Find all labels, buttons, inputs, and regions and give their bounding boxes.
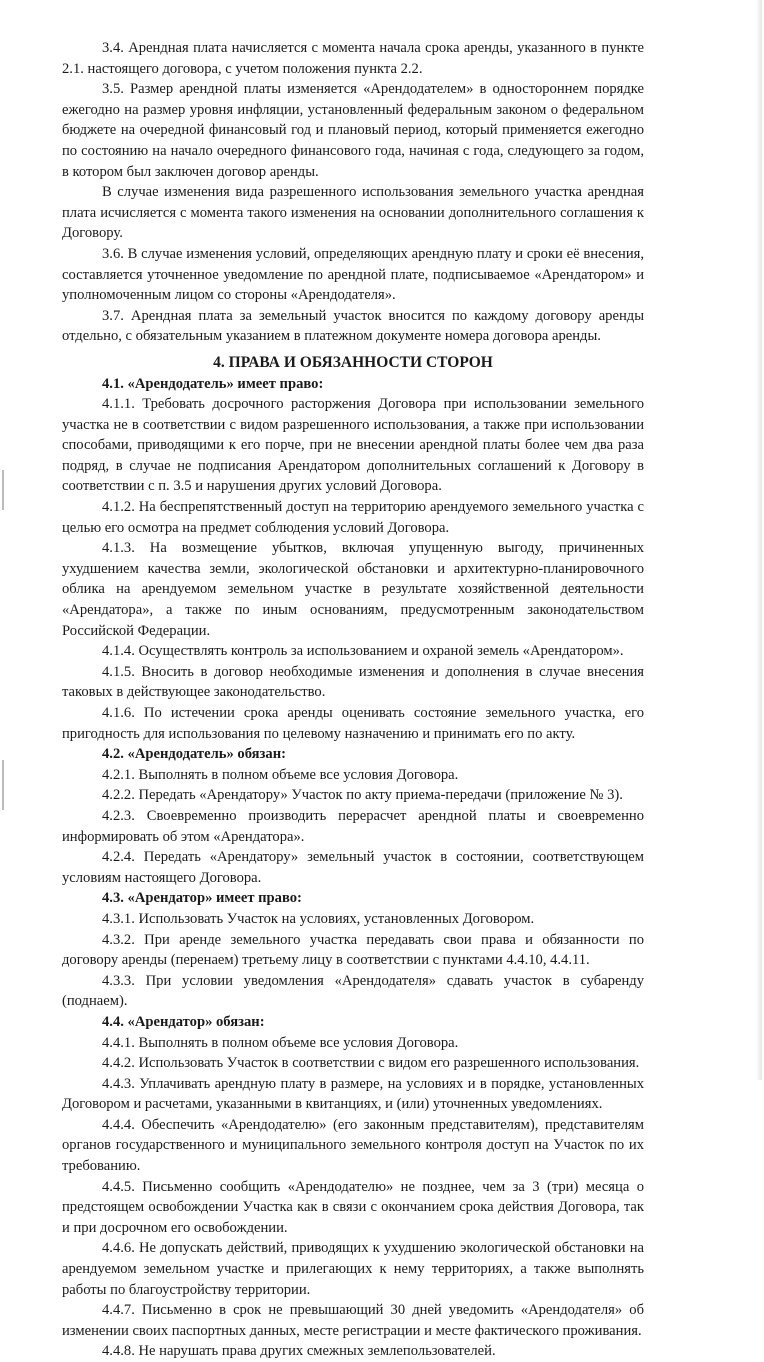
paragraph: 4.4.7. Письменно в срок не превышающий 30 дней уведомить «Арендодателя» об изменении своих паспортных данных, месте регистрации и месте фактического проживания.: [62, 1302, 644, 1339]
section-heading: 4. ПРАВА И ОБЯЗАННОСТИ СТОРОН: [213, 353, 493, 371]
subsection-heading: 4.3. «Арендатор» имеет право:: [102, 890, 302, 907]
paragraph: 4.1.3. На возмещение убытков, включая упущенную выгоду, причиненных ухудшением качества земли, экологической обстановки и архитектурно-планировочного облика на арендуемом земельном участке в результате хозяйственной деятельности «Арендатора», а также по иным основаниям, предусмотренным законодательством Российской Федерации.: [62, 540, 644, 639]
subsection-heading: 4.2. «Арендодатель» обязан:: [102, 746, 286, 763]
paragraph: 4.2.1. Выполнять в полном объеме все условия Договора.: [102, 766, 459, 783]
paragraph: 4.4.2. Использовать Участок в соответствии с видом его разрешенного использования.: [102, 1055, 640, 1072]
subsection-heading: 4.1. «Арендодатель» имеет право:: [102, 375, 324, 392]
scan-edge: [756, 0, 762, 1080]
paragraph: 4.1.6. По истечении срока аренды оценивать состояние земельного участка, его пригодность для использования по целевому назначению и принимать его по акту.: [62, 705, 644, 742]
paragraph: 4.3.3. При условии уведомления «Арендодателя» сдавать участок в субаренду (поднаем).: [62, 972, 644, 1010]
paragraph: 4.1.4. Осуществлять контроль за использованием и охраной земель «Арендатором».: [102, 643, 624, 660]
paragraph: 4.2.2. Передать «Арендатору» Участок по акту приема-передачи (приложение № 3).: [102, 787, 623, 804]
paragraph: 4.1.1. Требовать досрочного расторжения Договора при использовании земельного участка не в соответствии с видом разрешенного использования, а также при использовании способами, приводящими к его порче, при не внесении арендной платы более чем два раза подряд, в случае не подписания Арендатором дополнительных соглашений к Договору в соответствии с п. 3.5 и нарушения других условий Договора.: [62, 396, 644, 495]
paragraph: 3.7. Арендная плата за земельный участок вносится по каждому договору аренды отдельно, с обязательным указанием в платежном документе номера договора аренды.: [62, 307, 644, 345]
paragraph: 4.2.4. Передать «Арендатору» земельный участок в состоянии, соответствующем условиям настоящего Договора.: [62, 849, 644, 886]
paragraph: 4.2.3. Своевременно производить перерасчет арендной платы и своевременно информировать об этом «Арендатора».: [62, 807, 644, 845]
paragraph: 4.4.5. Письменно сообщить «Арендодателю» не позднее, чем за 3 (три) месяца о предстоящем освобождении Участка как в связи с окончанием срока действия Договора, так и при досрочном его освобождении.: [62, 1178, 644, 1236]
paragraph: 4.1.2. На беспрепятственный доступ на территорию арендуемого земельного участка с целью его осмотра на предмет соблюдения условий Договора.: [62, 499, 644, 536]
paragraph: 4.3.1. Использовать Участок на условиях, установленных Договором.: [102, 910, 535, 927]
paragraph: 4.4.1. Выполнять в полном объеме все условия Договора.: [102, 1034, 459, 1051]
scan-artifact: [2, 470, 4, 510]
paragraph: 3.4. Арендная плата начисляется с момента начала срока аренды, указанного в пункте 2.1. настоящего договора, с учетом положения пункта 2.2.: [62, 40, 644, 77]
paragraph: В случае изменения вида разрешенного использования земельного участка арендная плата исчисляется с момента такого изменения на основании дополнительного соглашения к Договору.: [62, 184, 644, 242]
paragraph: 4.4.8. Не нарушать права других смежных землепользователей.: [102, 1343, 496, 1360]
document-page: [62, 38, 644, 1362]
paragraph: 4.3.2. При аренде земельного участка передавать свои права и обязанности по договору аренды (перенаем) третьему лицу в соответствии с пунктами 4.4.10, 4.4.11.: [62, 931, 644, 969]
paragraph: 4.4.6. Не допускать действий, приводящих к ухудшению экологической обстановки на арендуемом земельном участке и прилегающих к нему территориях, а также выполнять работы по благоустройству территории.: [62, 1240, 644, 1298]
paragraph: 4.4.4. Обеспечить «Арендодателю» (его законным представителям), представителям органов государственного и муниципального земельного контроля доступ на Участок по их требованию.: [62, 1116, 644, 1175]
paragraph: 4.1.5. Вносить в договор необходимые изменения и дополнения в случае внесения таковых в действующее законодательство.: [62, 663, 644, 701]
subsection-heading: 4.4. «Арендатор» обязан:: [102, 1013, 265, 1030]
paragraph: 3.5. Размер арендной платы изменяется «Арендодателем» в одностороннем порядке ежегодно на размер уровня инфляции, установленный федеральным законом о федеральном бюджете на очередной финансовый год и плановый период, который применяется ежегодно по состоянию на начало очередного финансового года, начиная с года, следующего за годом, в котором был заключен договор аренды.: [62, 81, 644, 180]
paragraph: 4.4.3. Уплачивать арендную плату в размере, на условиях и в порядке, установленных Договором и расчетами, указанными в квитанциях, и (или) уточненных уведомлениях.: [62, 1075, 644, 1113]
scan-artifact: [2, 760, 4, 810]
paragraph: 3.6. В случае изменения условий, определяющих арендную плату и сроки её внесения, составляется уточненное уведомление по арендной плате, подписываемое «Арендатором» и уполномоченным лицом со стороны «Арендодателя».: [62, 245, 644, 304]
